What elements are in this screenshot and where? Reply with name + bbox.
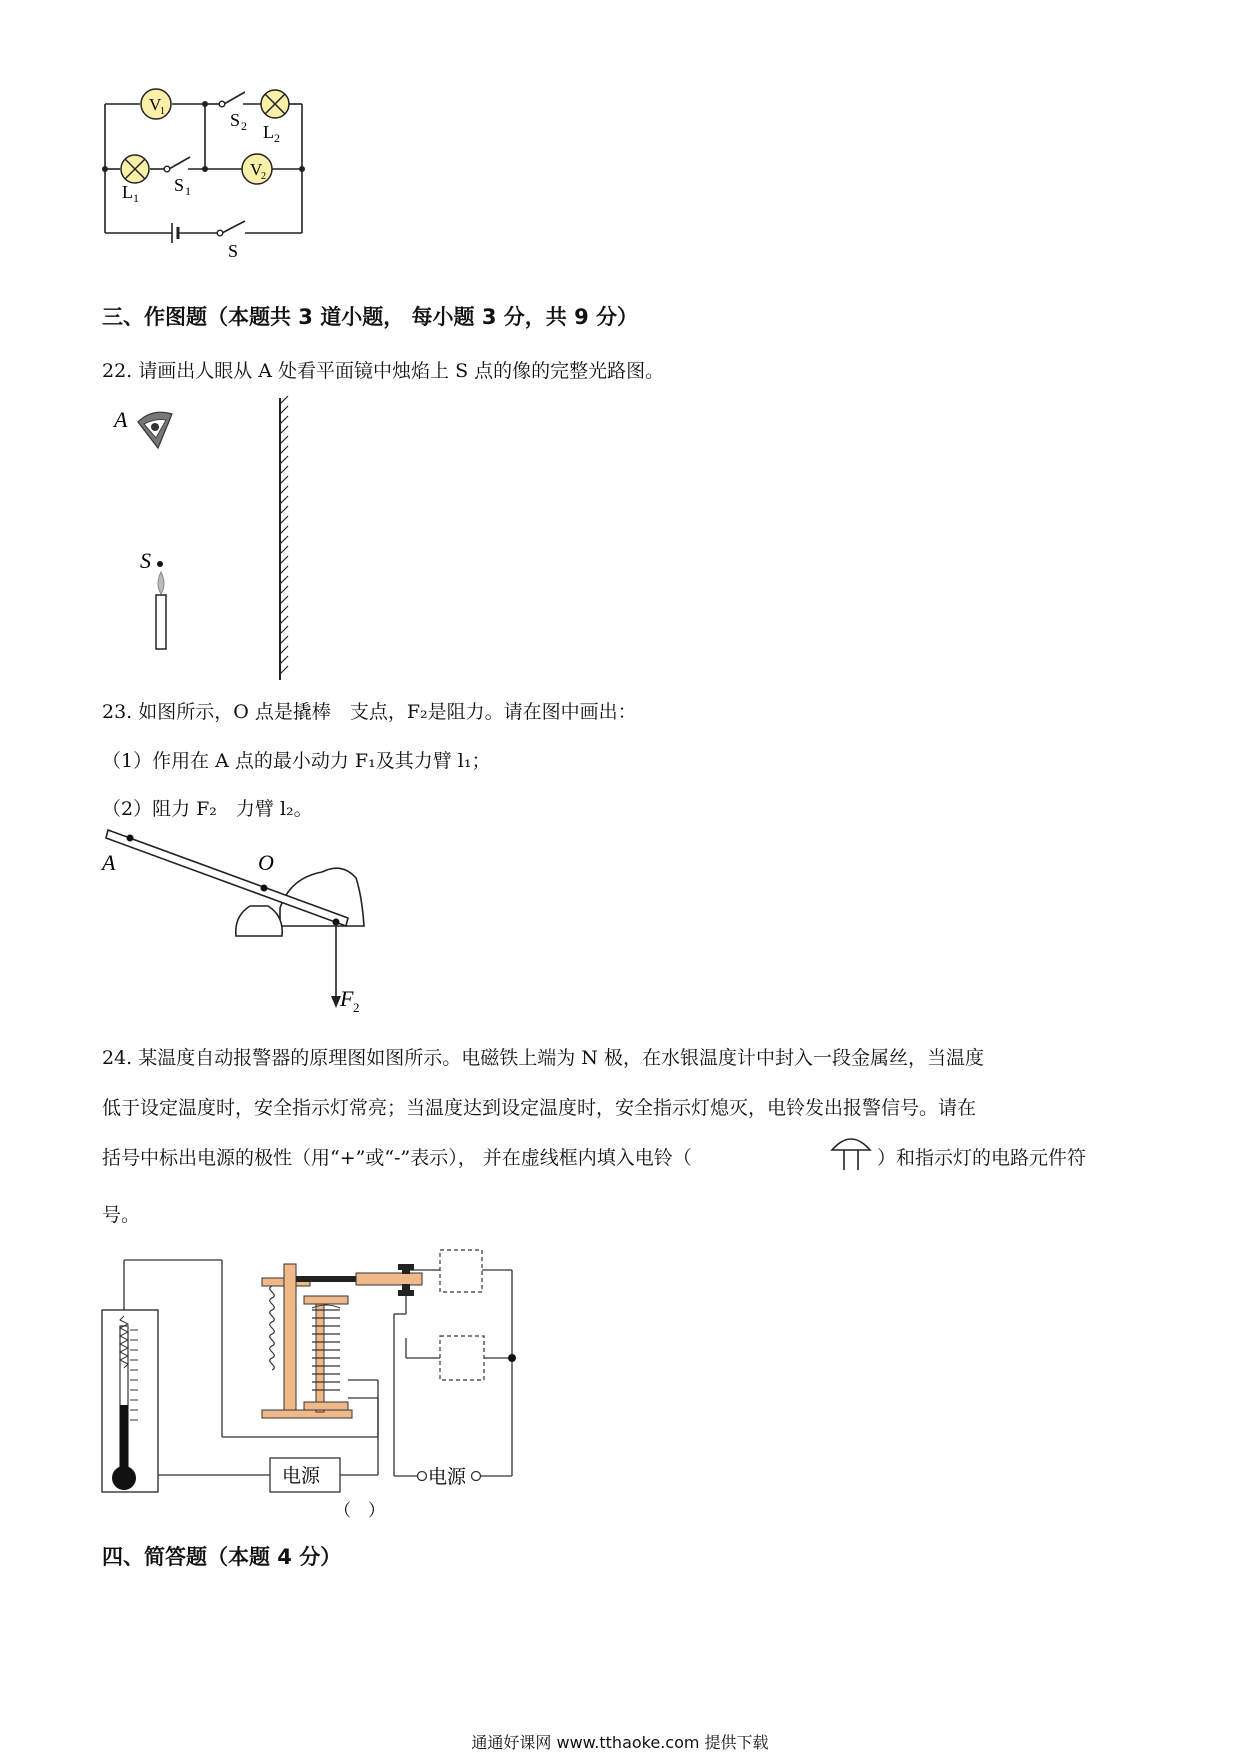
- eye-icon: [138, 412, 172, 448]
- question-24-line2: 低于设定温度时，安全指示灯常亮；当温度达到设定温度时，安全指示灯熄灭，电铃发出报警信号。请在: [102, 1097, 977, 1119]
- label-o: O: [258, 850, 274, 875]
- v1-label: V: [149, 95, 162, 114]
- svg-text:2: 2: [261, 171, 266, 182]
- s2-label: S: [230, 110, 241, 130]
- question-24-line3a: 括号中标出电源的极性（用“+”或“-”表示）， 并在虚线框内填入电铃（: [102, 1147, 692, 1169]
- thermometer-bulb-icon: [112, 1466, 136, 1490]
- lamp-l2-icon: [261, 90, 289, 118]
- dashed-box-top: [440, 1250, 482, 1292]
- label-s: S: [140, 548, 151, 573]
- circuit-diagram-q21: [100, 80, 360, 290]
- dashed-box-bottom: [440, 1336, 484, 1380]
- question-23-part1: （1）作用在 A 点的最小动力 F₁及其力臂 l₁；: [102, 750, 491, 772]
- question-22-text: 22. 请画出人眼从 A 处看平面镜中烛焰上 S 点的像的完整光路图。: [102, 360, 665, 382]
- power-supply-1-label: 电源: [282, 1466, 321, 1487]
- question-24-line3b: ）和指示灯的电路元件符: [877, 1147, 1087, 1169]
- question-24-line1: 24. 某温度自动报警器的原理图如图所示。电磁铁上端为 N 极，在水银温度计中封入一段金属丝，当温度: [102, 1047, 984, 1069]
- question-23-part2: （2）阻力 F₂ 力臂 l₂。: [102, 798, 313, 820]
- svg-text:1: 1: [185, 184, 191, 198]
- mirror-diagram-q22: [100, 390, 340, 690]
- power-supply-2-label: 电源: [428, 1467, 467, 1488]
- page-footer: 通通好课网 www.tthaoke.com 提供下载: [471, 1733, 769, 1752]
- svg-text:2: 2: [274, 131, 280, 145]
- candle-icon: [156, 595, 166, 649]
- thermometer-case: [102, 1310, 158, 1492]
- candle-flame-icon: [158, 572, 164, 594]
- l1-label: L: [122, 182, 133, 202]
- fulcrum-icon: [236, 906, 282, 936]
- section-4-heading: 四、简答题（本题 4 分）: [102, 1545, 342, 1569]
- svg-text:V: V: [250, 160, 263, 179]
- label-a-lever: A: [102, 850, 116, 875]
- lamp-l1-icon: [121, 155, 149, 183]
- question-23-text: 23. 如图所示，O 点是撬棒 支点，F₂是阻力。请在图中画出：: [102, 701, 637, 723]
- section-3-heading: 三、作图题（本题共 3 道小题， 每小题 3 分，共 9 分）: [102, 305, 639, 329]
- s1-label: S: [174, 175, 185, 195]
- lever-diagram-q23: [100, 826, 420, 1026]
- question-24-line4: 号。: [102, 1204, 141, 1226]
- label-a-eye: A: [114, 407, 128, 432]
- svg-text:1: 1: [133, 191, 139, 205]
- l2-label: L: [263, 122, 274, 142]
- svg-text:2: 2: [353, 1000, 360, 1015]
- polarity-bracket: （ ）: [334, 1501, 385, 1520]
- svg-text:1: 1: [160, 106, 165, 117]
- s-label: S: [228, 241, 239, 261]
- alarm-circuit-diagram-q24: [100, 1230, 600, 1530]
- spring-icon: [270, 1286, 275, 1370]
- svg-text:2: 2: [241, 119, 247, 133]
- electric-bell-icon: [828, 1130, 874, 1172]
- label-f2: F: [340, 986, 354, 1011]
